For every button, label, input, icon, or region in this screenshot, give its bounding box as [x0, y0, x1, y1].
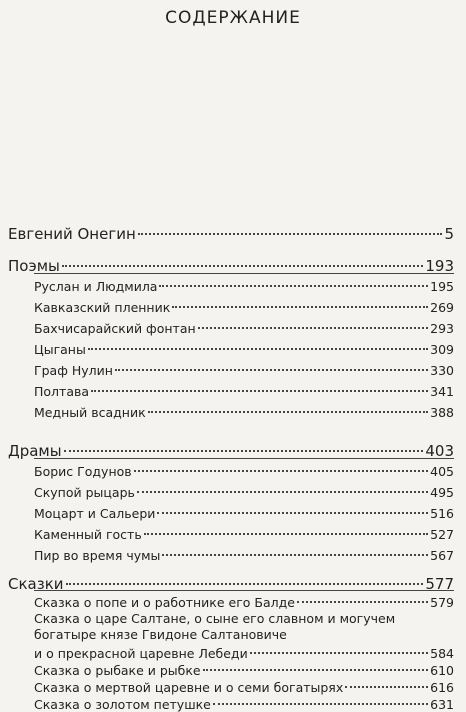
section-title: Сказки — [8, 575, 64, 593]
leader-dots — [159, 272, 428, 287]
section-title: Евгений Онегин — [8, 225, 136, 243]
leader-dots — [297, 588, 428, 603]
toc-item[interactable]: и о прекрасной царевне Лебеди 584 — [34, 643, 454, 661]
leader-dots — [148, 398, 428, 413]
toc-item[interactable]: Полтава 341 — [34, 381, 454, 399]
leader-dots — [213, 690, 428, 705]
leader-dots — [66, 568, 424, 585]
section-page: 5 — [444, 225, 454, 243]
toc-item[interactable]: Сказка о мертвой царевне и о семи богатырях 616 — [34, 677, 454, 695]
leader-dots — [137, 478, 428, 493]
leader-dots — [91, 377, 428, 392]
leader-dots — [250, 639, 428, 654]
toc-item[interactable]: Руслан и Людмила 195 — [34, 276, 454, 294]
leader-dots — [62, 250, 424, 267]
leader-dots — [157, 499, 428, 514]
toc-section-evgeniy-onegin[interactable] — [8, 222, 454, 243]
leader-dots — [88, 335, 428, 350]
leader-dots — [144, 520, 428, 535]
toc-item[interactable]: Моцарт и Сальери 516 — [34, 503, 454, 521]
toc-item-line[interactable]: богатыре князе Гвидоне Салтановиче — [34, 627, 287, 642]
toc-item[interactable]: Граф Нулин 330 — [34, 360, 454, 378]
section-page: 403 — [425, 442, 454, 460]
toc-item[interactable]: Цыганы 309 — [34, 339, 454, 357]
toc-item[interactable]: Скупой рыцарь 495 — [34, 482, 454, 500]
leader-dots — [64, 435, 424, 452]
leader-dots — [198, 314, 428, 329]
toc-item[interactable]: Сказка о попе и о работнике его Балде 579 — [34, 592, 454, 610]
section-page: 193 — [425, 257, 454, 275]
toc-item[interactable]: Каменный гость 527 — [34, 524, 454, 542]
leader-dots — [134, 457, 429, 472]
toc-item[interactable]: Сказка о рыбаке и рыбке 610 — [34, 660, 454, 678]
toc-item-line[interactable]: Сказка о царе Салтане, о сыне его славном и могучем — [34, 611, 396, 626]
toc-item[interactable]: Бахчисарайский фонтан 293 — [34, 318, 454, 336]
leader-dots — [203, 656, 429, 671]
section-page: 577 — [425, 575, 454, 593]
leader-dots — [345, 673, 428, 688]
section-title: Драмы — [8, 442, 62, 460]
page-title: СОДЕРЖАНИЕ — [165, 8, 301, 28]
leader-dots — [172, 293, 428, 308]
section-title: Поэмы — [8, 257, 60, 275]
leader-dots — [138, 218, 443, 235]
toc-item[interactable]: Кавказский пленник 269 — [34, 297, 454, 315]
toc-item[interactable]: Борис Годунов 405 — [34, 461, 454, 479]
toc-item[interactable]: Пир во время чумы 567 — [34, 545, 454, 563]
leader-dots — [162, 541, 428, 556]
toc-item[interactable]: Сказка о золотом петушке 631 — [34, 694, 454, 700]
toc-item[interactable]: Медный всадник 388 — [34, 402, 454, 420]
leader-dots — [115, 356, 428, 371]
